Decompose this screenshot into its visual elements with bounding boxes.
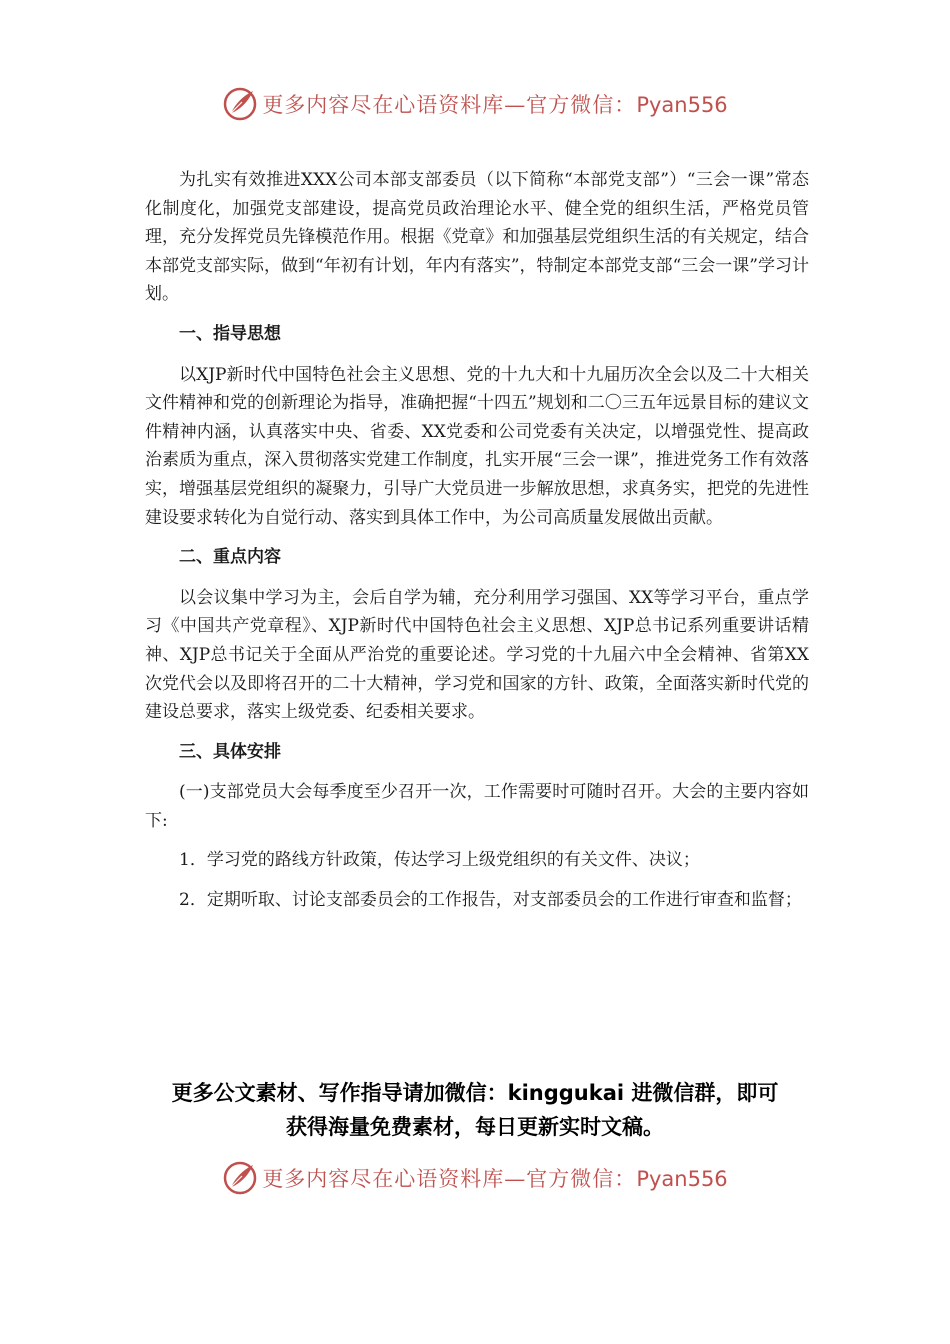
footer-wechat-id: Pyan556 xyxy=(636,1167,728,1191)
quill-logo-icon xyxy=(222,86,258,122)
quill-logo-icon xyxy=(222,1160,258,1196)
arrangement-item-2: 2．定期听取、讨论支部委员会的工作报告，对支部委员会的工作进行审查和监督； xyxy=(179,890,802,911)
promo-notice xyxy=(100,1076,850,1144)
intro-paragraph: 为扎实有效推进XXX公司本部支部委员（以下简称“本部党支部”）“三会一课”常态化制度化，加强党支部建设，提高党员政治理论水平、健全党的组织生活，严格党员管理，充分发挥党员先锋模范作用。根据《党章》和加强基层党组织生活的有关规定，结合本部党支部实际，做到“年初有计划，年内有落实”，特制定本部党支部“三会一课”学习计划。 xyxy=(145,170,809,305)
header-wechat-id: Pyan556 xyxy=(636,93,728,117)
section-heading-guiding-ideology: 一、指导思想 xyxy=(179,323,281,344)
guiding-ideology-paragraph: 以XJP新时代中国特色社会主义思想、党的十九大和十九届历次全会以及二十大相关文件精神和党的创新理论为指导，准确把握“十四五”规划和二〇三五年远景目标的建议文件精神内涵，认真落实中央、省委、XX党委和公司党委有关决定，以增强党性、提高政治素质为重点，深入贯彻落实党建工作制度，扎实开展“三会一课”，推进党务工作有效落实，增强基层党组织的凝聚力，引导广大党员进一步解放思想，求真务实，把党的先进性建设要求转化为自觉行动、落实到具体工作中，为公司高质量发展做出贡献。 xyxy=(145,364,809,528)
footer-banner xyxy=(0,1158,950,1198)
promo-line-1: 更多公文素材、写作指导请加微信：kinggukai 进微信群，即可 xyxy=(171,1081,779,1105)
promo-line-2: 获得海量免费素材，每日更新实时文稿。 xyxy=(286,1115,664,1139)
header-banner-text: 更多内容尽在心语资料库—官方微信：Pyan556 xyxy=(262,93,728,117)
section-heading-arrangement: 三、具体安排 xyxy=(179,741,281,762)
document-body xyxy=(145,166,809,926)
header-banner xyxy=(0,84,950,124)
section-heading-key-content: 二、重点内容 xyxy=(179,547,281,568)
key-content-paragraph: 以会议集中学习为主，会后自学为辅，充分利用学习强国、XX等学习平台，重点学习《中国共产党章程》、XJP新时代中国特色社会主义思想、XJP总书记系列重要讲话精神、XJP总书记关于全面从严治党的重要论述。学习党的十九届六中全会精神、省第XX次党代会以及即将召开的二十大精神，学习党和国家的方针、政策，全面落实新时代党的建设总要求，落实上级党委、纪委相关要求。 xyxy=(145,587,809,723)
arrangement-paragraph: (一)支部党员大会每季度至少召开一次，工作需要时可随时召开。大会的主要内容如下: xyxy=(145,782,809,831)
arrangement-item-1: 1．学习党的路线方针政策，传达学习上级党组织的有关文件、决议； xyxy=(179,850,700,871)
footer-banner-text: 更多内容尽在心语资料库—官方微信：Pyan556 xyxy=(262,1167,728,1191)
